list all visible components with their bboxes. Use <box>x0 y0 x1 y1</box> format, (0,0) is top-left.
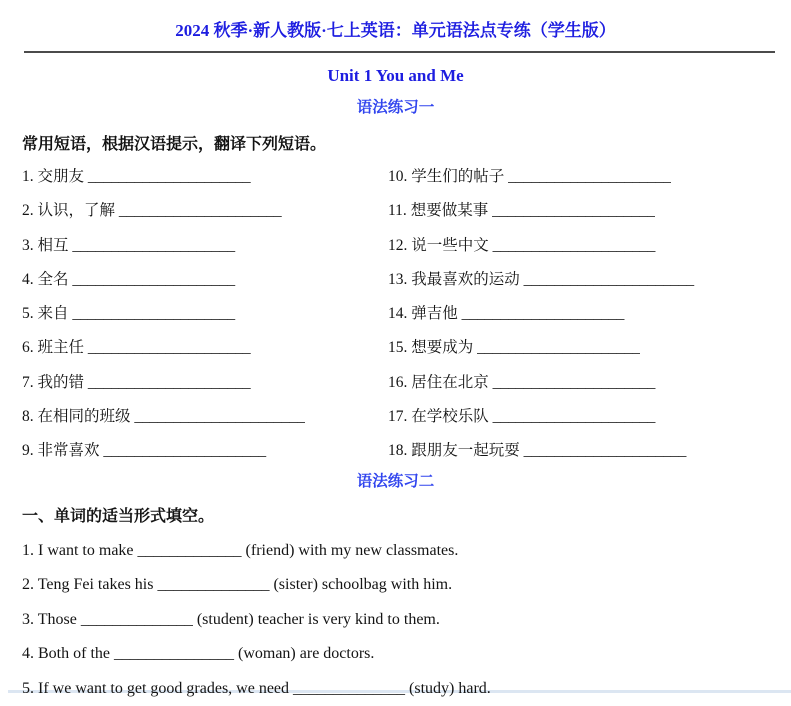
sentence-blank: ______________ <box>293 679 406 697</box>
phrase-number: 3. <box>22 236 34 254</box>
sentence-text-before: Both of the <box>38 645 110 663</box>
phrase-item-9 <box>22 434 388 468</box>
phrase-blank: ______________________ <box>523 270 695 288</box>
phrase-item-16 <box>388 366 791 400</box>
phrase-item-2 <box>22 194 388 228</box>
phrase-blank: _____________________ <box>492 202 655 220</box>
phrase-item-14 <box>388 297 791 331</box>
sentence-text-before: If we want to get good grades, we need <box>38 679 290 697</box>
phrase-item-5 <box>22 297 388 331</box>
phrase-blank: _____________________ <box>492 236 656 254</box>
phrase-number: 15. <box>388 339 408 357</box>
phrase-number: 5. <box>22 305 34 323</box>
sentence-number: 4. <box>22 645 34 663</box>
sentence-number: 5. <box>22 679 34 697</box>
phrase-item-10 <box>388 160 791 194</box>
phrase-blank: _____________________ <box>508 168 671 185</box>
exercise1-heading: 语法练习一 <box>356 99 435 116</box>
phrase-number: 8. <box>22 408 34 426</box>
phrase-blank: _____________________ <box>477 339 640 357</box>
phrase-blank: _____________________ <box>72 270 236 288</box>
phrase-number: 13. <box>388 270 408 288</box>
sentence-text-after: (student) teacher is very kind to them. <box>196 610 440 628</box>
sentence-1 <box>0 534 791 569</box>
phrase-blank: _____________________ <box>87 373 251 391</box>
sentence-text-before: Those <box>37 610 77 628</box>
phrase-list-left-column <box>0 160 388 469</box>
phrase-label: 来自 <box>37 305 69 323</box>
phrase-item-15 <box>388 331 791 365</box>
phrase-label: 相互 <box>37 236 69 254</box>
sentence-text-before: I want to make <box>38 541 134 559</box>
phrase-label: 跟朋友一起玩耍 <box>411 442 520 460</box>
phrase-item-6 <box>22 331 388 365</box>
phrase-label: 学生们的帖子 <box>411 168 505 185</box>
fill-in-sentence-list <box>0 534 791 706</box>
phrase-number: 18. <box>388 442 408 460</box>
exercise2-part-title: 一、单词的适当形式填空。 <box>22 507 215 525</box>
phrase-item-11 <box>388 194 791 228</box>
sentence-number: 3. <box>22 610 34 628</box>
phrase-label: 全名 <box>37 270 69 288</box>
phrase-item-18 <box>388 434 791 468</box>
sentence-text-after: (woman) are doctors. <box>238 645 375 663</box>
phrase-blank: _____________________ <box>492 408 656 426</box>
sentence-3 <box>0 603 791 638</box>
phrase-label: 班主任 <box>37 339 85 357</box>
phrase-label: 想要做某事 <box>410 202 489 220</box>
phrase-label: 我最喜欢的运动 <box>411 270 520 288</box>
sentence-blank: _______________ <box>114 645 234 663</box>
phrase-item-8 <box>22 400 388 434</box>
phrase-item-13 <box>388 263 791 297</box>
exercise1-instruction: 常用短语，根据汉语提示，翻译下列短语。 <box>22 136 327 153</box>
phrase-label: 认识，了解 <box>37 202 116 220</box>
phrase-blank: _____________________ <box>87 168 251 185</box>
phrase-item-7 <box>22 366 388 400</box>
phrase-number: 14. <box>388 305 408 323</box>
phrase-blank: _____________________ <box>118 202 282 220</box>
sentence-number: 2. <box>22 576 34 594</box>
phrase-blank: ______________________ <box>134 408 305 426</box>
sentence-text-before: Teng Fei takes his <box>37 576 154 594</box>
phrase-item-12 <box>388 229 791 263</box>
phrase-item-1 <box>22 160 388 194</box>
sentence-number: 1. <box>22 541 34 559</box>
header-divider-rule <box>24 51 775 53</box>
phrase-number: 7. <box>22 373 34 391</box>
sentence-4 <box>0 637 791 672</box>
sentence-blank: ______________ <box>80 610 193 628</box>
phrase-list-right-column <box>388 160 791 469</box>
phrase-number: 1. <box>22 168 34 185</box>
phrase-label: 交朋友 <box>37 168 85 185</box>
phrase-number: 17. <box>388 408 408 426</box>
phrase-blank: _____________________ <box>103 442 267 460</box>
sentence-blank: _____________ <box>137 541 242 559</box>
phrase-label: 在相同的班级 <box>37 408 131 426</box>
phrase-blank: _____________________ <box>523 442 687 460</box>
phrase-blank: _____________________ <box>461 305 625 323</box>
sentence-5 <box>0 672 791 706</box>
phrase-label: 弹吉他 <box>411 305 458 323</box>
exercise2-heading: 语法练习二 <box>356 472 435 490</box>
sentence-blank: ______________ <box>157 576 270 594</box>
phrase-item-3 <box>22 229 388 263</box>
phrase-number: 16. <box>388 373 408 391</box>
sentence-2 <box>0 568 791 603</box>
phrase-label: 说一些中文 <box>411 236 489 254</box>
phrase-blank: _____________________ <box>492 373 656 391</box>
sentence-text-after: (friend) with my new classmates. <box>245 541 459 559</box>
sentence-text-after: (sister) schoolbag with him. <box>273 576 453 594</box>
unit-title: Unit 1 You and Me <box>327 66 464 85</box>
phrase-blank: _____________________ <box>87 339 251 357</box>
phrase-number: 11. <box>388 202 407 220</box>
phrase-label: 想要成为 <box>411 339 474 357</box>
phrase-number: 9. <box>22 442 34 460</box>
phrase-label: 我的错 <box>37 373 85 391</box>
doc-title: 2024 秋季·新人教版·七上英语：单元语法点专练（学生版） <box>175 21 616 40</box>
phrase-number: 6. <box>22 339 34 357</box>
phrase-blank: _____________________ <box>72 236 236 254</box>
phrase-number: 4. <box>22 270 34 288</box>
phrase-label: 居住在北京 <box>411 373 489 391</box>
phrase-blank: _____________________ <box>72 305 236 323</box>
phrase-translation-list <box>0 160 791 469</box>
phrase-number: 10. <box>388 168 408 185</box>
phrase-label: 非常喜欢 <box>37 442 100 460</box>
phrase-number: 12. <box>388 236 408 254</box>
phrase-item-4 <box>22 263 388 297</box>
phrase-item-17 <box>388 400 791 434</box>
sentence-text-after: (study) hard. <box>409 679 491 697</box>
phrase-number: 2. <box>22 202 34 220</box>
phrase-label: 在学校乐队 <box>411 408 489 426</box>
